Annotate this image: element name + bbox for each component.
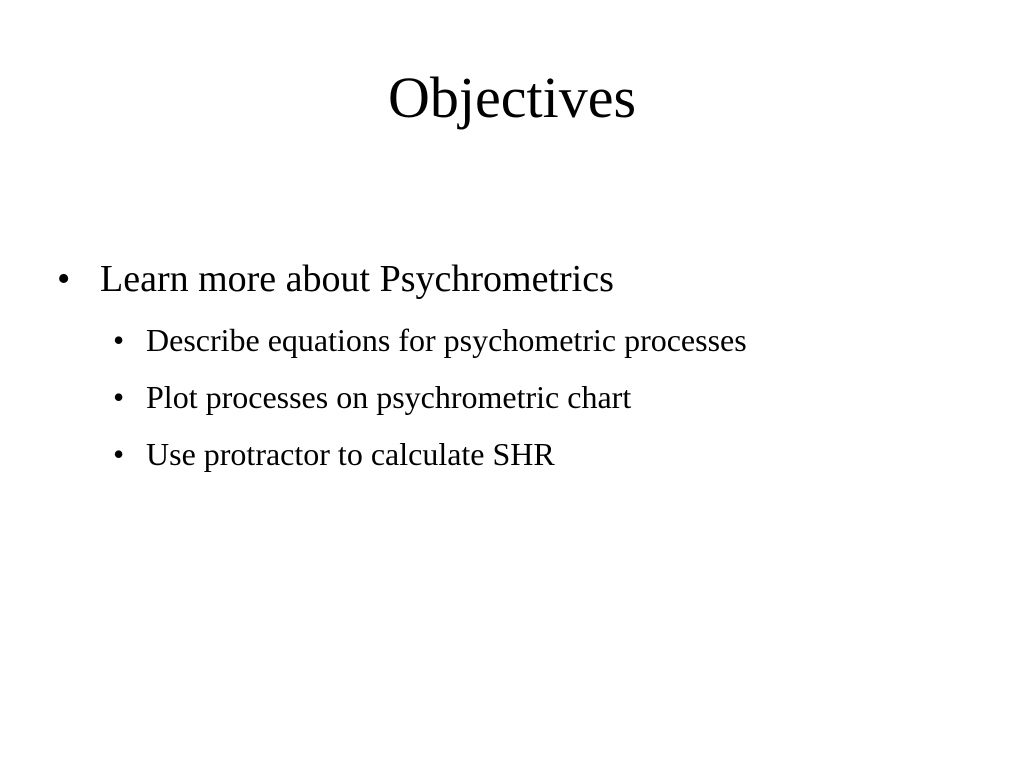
bullet-text: Learn more about Psychrometrics	[100, 258, 614, 300]
sub-bullet-text: Plot processes on psychrometric chart	[146, 379, 632, 415]
sub-bullet-marker: •	[113, 322, 125, 358]
sub-bullet-marker: •	[113, 379, 125, 415]
slide-title: Objectives	[387, 65, 637, 130]
bullet-marker: •	[57, 258, 71, 300]
sub-bullet-text: Use protractor to calculate SHR	[146, 436, 555, 472]
sub-bullet-marker: •	[113, 436, 125, 472]
sub-bullet-text: Describe equations for psychometric processes	[146, 322, 747, 358]
